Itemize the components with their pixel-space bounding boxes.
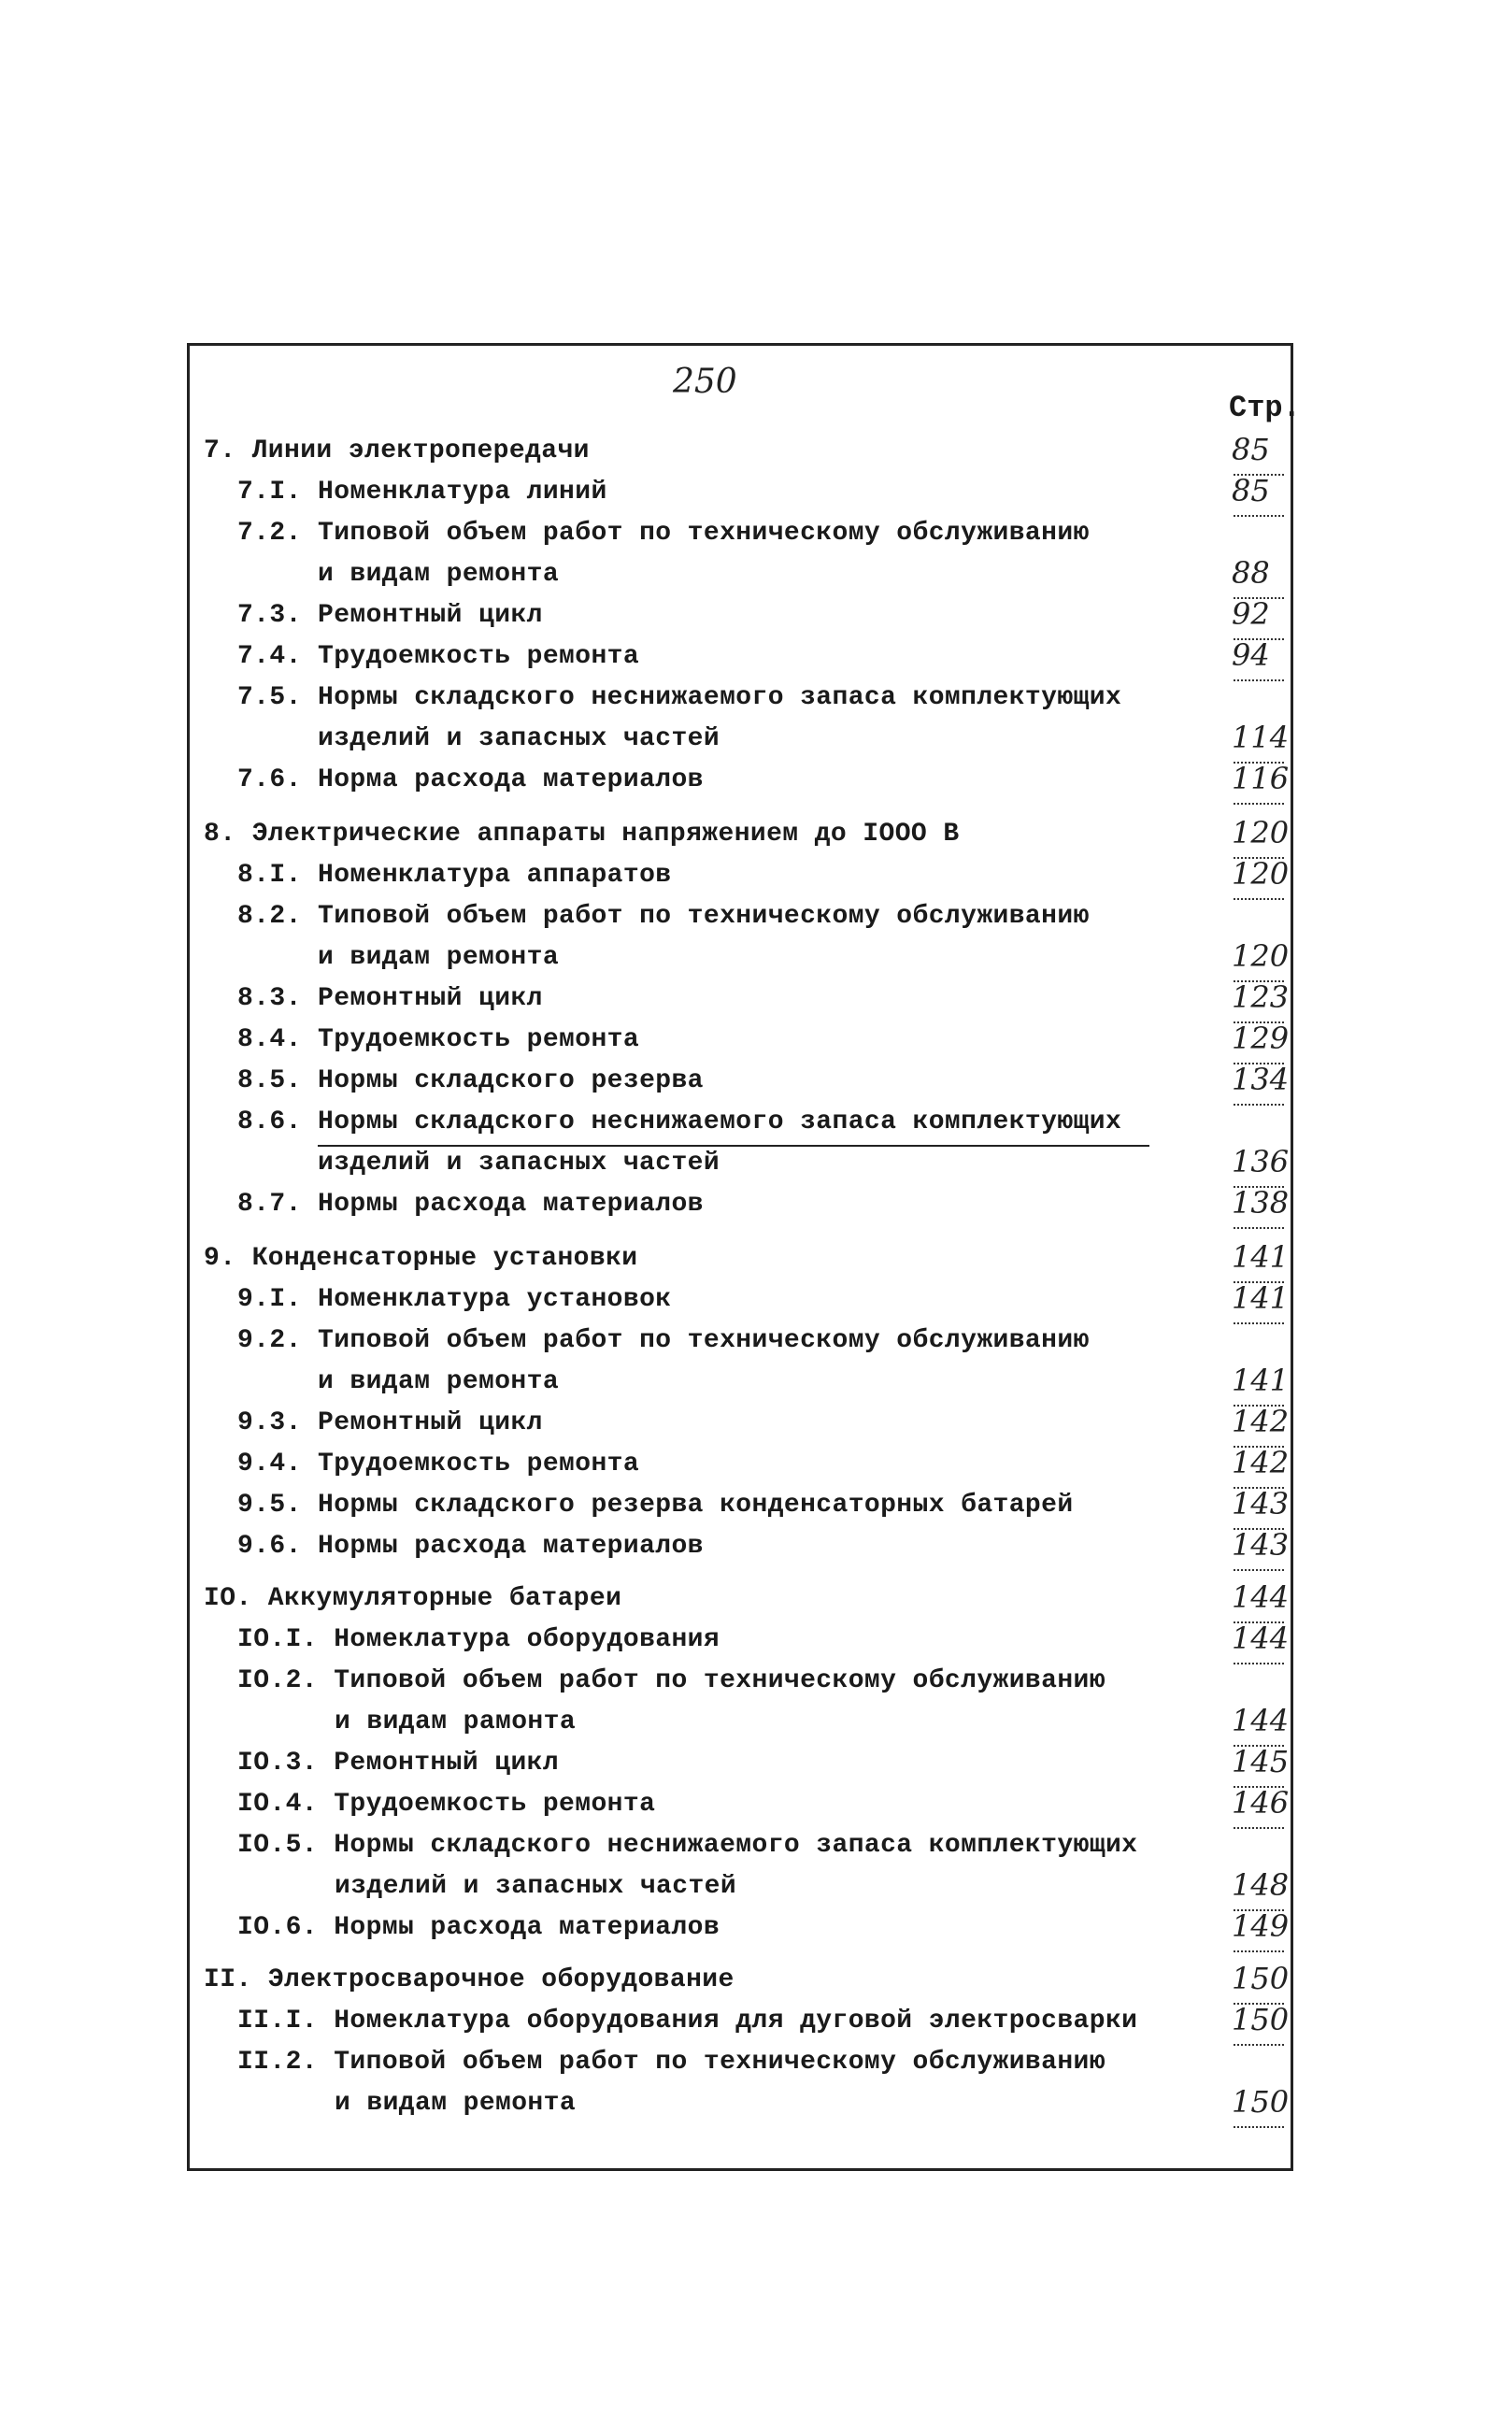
toc-entry-text: 7.3. Ремонтный цикл xyxy=(237,601,543,630)
toc-line xyxy=(0,1445,1512,1484)
toc-entry-text: IO.3. Ремонтный цикл xyxy=(237,1749,560,1778)
toc-page-number: 142 xyxy=(1232,1404,1306,1439)
toc-line xyxy=(0,1579,1512,1619)
toc-page-number: 144 xyxy=(1232,1703,1306,1738)
toc-entry-text: 7.4. Трудоемкость ремонта xyxy=(237,642,640,671)
toc-entry-text: изделий и запасных частей xyxy=(335,1872,737,1901)
toc-line xyxy=(0,1785,1512,1824)
toc-line xyxy=(0,1703,1512,1742)
toc-entry-text: IO.2. Типовой объем работ по техническому обслуживанию xyxy=(237,1666,1105,1695)
toc-page-number: 145 xyxy=(1232,1744,1306,1779)
toc-line xyxy=(0,2043,1512,2082)
toc-line xyxy=(0,432,1512,471)
toc-entry-text: и видам рамонта xyxy=(335,1707,577,1736)
toc-line xyxy=(0,1908,1512,1948)
toc-line xyxy=(0,761,1512,800)
toc-line xyxy=(0,678,1512,718)
toc-line xyxy=(0,1744,1512,1783)
toc-entry-text: 8. Электрические аппараты напряжением до IOOO В xyxy=(204,820,960,849)
toc-page-number: 92 xyxy=(1232,596,1306,632)
toc-line xyxy=(0,1103,1512,1142)
toc-page-number: 136 xyxy=(1232,1144,1306,1179)
toc-line xyxy=(0,1961,1512,2000)
toc-page-number: 94 xyxy=(1232,637,1306,673)
toc-page-number: 120 xyxy=(1232,938,1306,974)
toc-page-number: 129 xyxy=(1232,1021,1306,1056)
toc-page-number: 143 xyxy=(1232,1486,1306,1521)
toc-entry-text: 7.5. Нормы складского неснижаемого запаса комплектующих xyxy=(237,683,1122,712)
toc-entry-text: 8.5. Нормы складского резерва xyxy=(237,1066,704,1095)
toc-entry-text: 8.I. Номенклатура аппаратов xyxy=(237,861,672,890)
toc-page-number: 138 xyxy=(1232,1185,1306,1221)
toc-entry-text: 8.4. Трудоемкость ремонта xyxy=(237,1025,640,1054)
toc-line xyxy=(0,1144,1512,1183)
toc-entry-text: 8.7. Нормы расхода материалов xyxy=(237,1190,704,1219)
toc-entry-text: 9.2. Типовой объем работ по техническому обслуживанию xyxy=(237,1326,1090,1355)
toc-page-number: 85 xyxy=(1232,432,1306,467)
toc-line xyxy=(0,720,1512,759)
toc-entry-text: 7. Линии электропередачи xyxy=(204,436,590,465)
toc-entry-text: 9.6. Нормы расхода материалов xyxy=(237,1532,704,1561)
toc-page-number: 150 xyxy=(1232,2002,1306,2037)
toc-line xyxy=(0,815,1512,854)
toc-line xyxy=(0,1363,1512,1402)
toc-entry-text: 7.2. Типовой объем работ по техническому обслуживанию xyxy=(237,519,1090,548)
toc-line xyxy=(0,637,1512,677)
toc-page-number: 114 xyxy=(1232,720,1306,755)
toc-line xyxy=(0,1280,1512,1320)
toc-line xyxy=(0,1621,1512,1660)
toc-entry-text: IO.I. Номеклатура оборудования xyxy=(237,1625,720,1654)
toc-entry-text: и видам ремонта xyxy=(318,560,560,589)
toc-line xyxy=(0,938,1512,978)
toc-entry-text: II. Электросварочное оборудование xyxy=(204,1965,735,1994)
toc-page-number: 120 xyxy=(1232,856,1306,892)
toc-line xyxy=(0,1486,1512,1525)
toc-page-number: 123 xyxy=(1232,979,1306,1015)
toc-entry-text: IO.4. Трудоемкость ремонта xyxy=(237,1790,656,1819)
toc-entry-text: 8.3. Ремонтный цикл xyxy=(237,984,543,1013)
toc-entry-text: 9.I. Номенклатура установок xyxy=(237,1285,672,1314)
toc-line xyxy=(0,2084,1512,2123)
toc-line xyxy=(0,1826,1512,1865)
toc-entry-text: изделий и запасных частей xyxy=(318,724,720,753)
toc-line xyxy=(0,1662,1512,1701)
toc-entry-text: и видам ремонта xyxy=(318,1367,560,1396)
toc-entry-text: 8.2. Типовой объем работ по техническому обслуживанию xyxy=(237,902,1090,931)
toc-line xyxy=(0,1404,1512,1443)
toc-line xyxy=(0,1867,1512,1907)
toc-line xyxy=(0,555,1512,594)
toc-line xyxy=(0,514,1512,553)
toc-line xyxy=(0,596,1512,636)
toc-entry-text: 9.5. Нормы складского резерва конденсаторных батарей xyxy=(237,1491,1074,1520)
toc-line xyxy=(0,2002,1512,2041)
toc-page-number: 143 xyxy=(1232,1527,1306,1563)
toc-entry-text: изделий и запасных частей xyxy=(318,1149,720,1178)
toc-line xyxy=(0,473,1512,512)
toc-entry-text: IO.5. Нормы складского неснижаемого запаса комплектующих xyxy=(237,1831,1138,1860)
toc-entry-text: и видам ремонта xyxy=(335,2089,577,2118)
toc-line xyxy=(0,1185,1512,1224)
toc-entry-text: и видам ремонта xyxy=(318,943,560,972)
toc-line xyxy=(0,897,1512,936)
toc-entry-text: 7.6. Норма расхода материалов xyxy=(237,765,704,794)
toc-line xyxy=(0,1527,1512,1566)
toc-line xyxy=(0,979,1512,1019)
toc-page-number: 141 xyxy=(1232,1280,1306,1316)
toc-page-number: 141 xyxy=(1232,1363,1306,1398)
toc-page-number: 150 xyxy=(1232,1961,1306,1996)
toc-entry-text: 9.3. Ремонтный цикл xyxy=(237,1408,543,1437)
toc-line xyxy=(0,1062,1512,1101)
toc-page-number: 134 xyxy=(1232,1062,1306,1097)
toc-entry-text: 8.6. Нормы складского неснижаемого запаса комплектующих xyxy=(237,1107,1122,1136)
toc-entry-text: 9.4. Трудоемкость ремонта xyxy=(237,1450,640,1478)
toc-entry-text: II.I. Номеклатура оборудования для дуговой электросварки xyxy=(237,2007,1138,2035)
toc-page-number: 149 xyxy=(1232,1908,1306,1944)
toc-page-number: 116 xyxy=(1232,761,1306,796)
toc-line xyxy=(0,1021,1512,1060)
toc-page-number: 85 xyxy=(1232,473,1306,508)
toc-page-number: 146 xyxy=(1232,1785,1306,1821)
toc-line xyxy=(0,1239,1512,1278)
toc-page-number: 150 xyxy=(1232,2084,1306,2120)
toc-page-number: 141 xyxy=(1232,1239,1306,1275)
toc-entry-text: II.2. Типовой объем работ по техническому обслуживанию xyxy=(237,2048,1105,2077)
toc-page-number: 142 xyxy=(1232,1445,1306,1480)
toc-entry-text: IO. Аккумуляторные батареи xyxy=(204,1584,622,1613)
toc-page-number: 88 xyxy=(1232,555,1306,591)
toc-page-number: 120 xyxy=(1232,815,1306,850)
toc-page-number: 148 xyxy=(1232,1867,1306,1903)
toc-page-number: 144 xyxy=(1232,1621,1306,1656)
toc-entry-text: IO.6. Нормы расхода материалов xyxy=(237,1913,720,1942)
toc-entry-text: 9. Конденсаторные установки xyxy=(204,1244,638,1273)
handwritten-page-number: 250 xyxy=(673,363,737,401)
toc-entry-text: 7.I. Номенклатура линий xyxy=(237,478,607,507)
page-column-header: Стр. xyxy=(1229,391,1301,425)
toc-line xyxy=(0,856,1512,895)
toc-page-number: 144 xyxy=(1232,1579,1306,1615)
toc-line xyxy=(0,1321,1512,1361)
